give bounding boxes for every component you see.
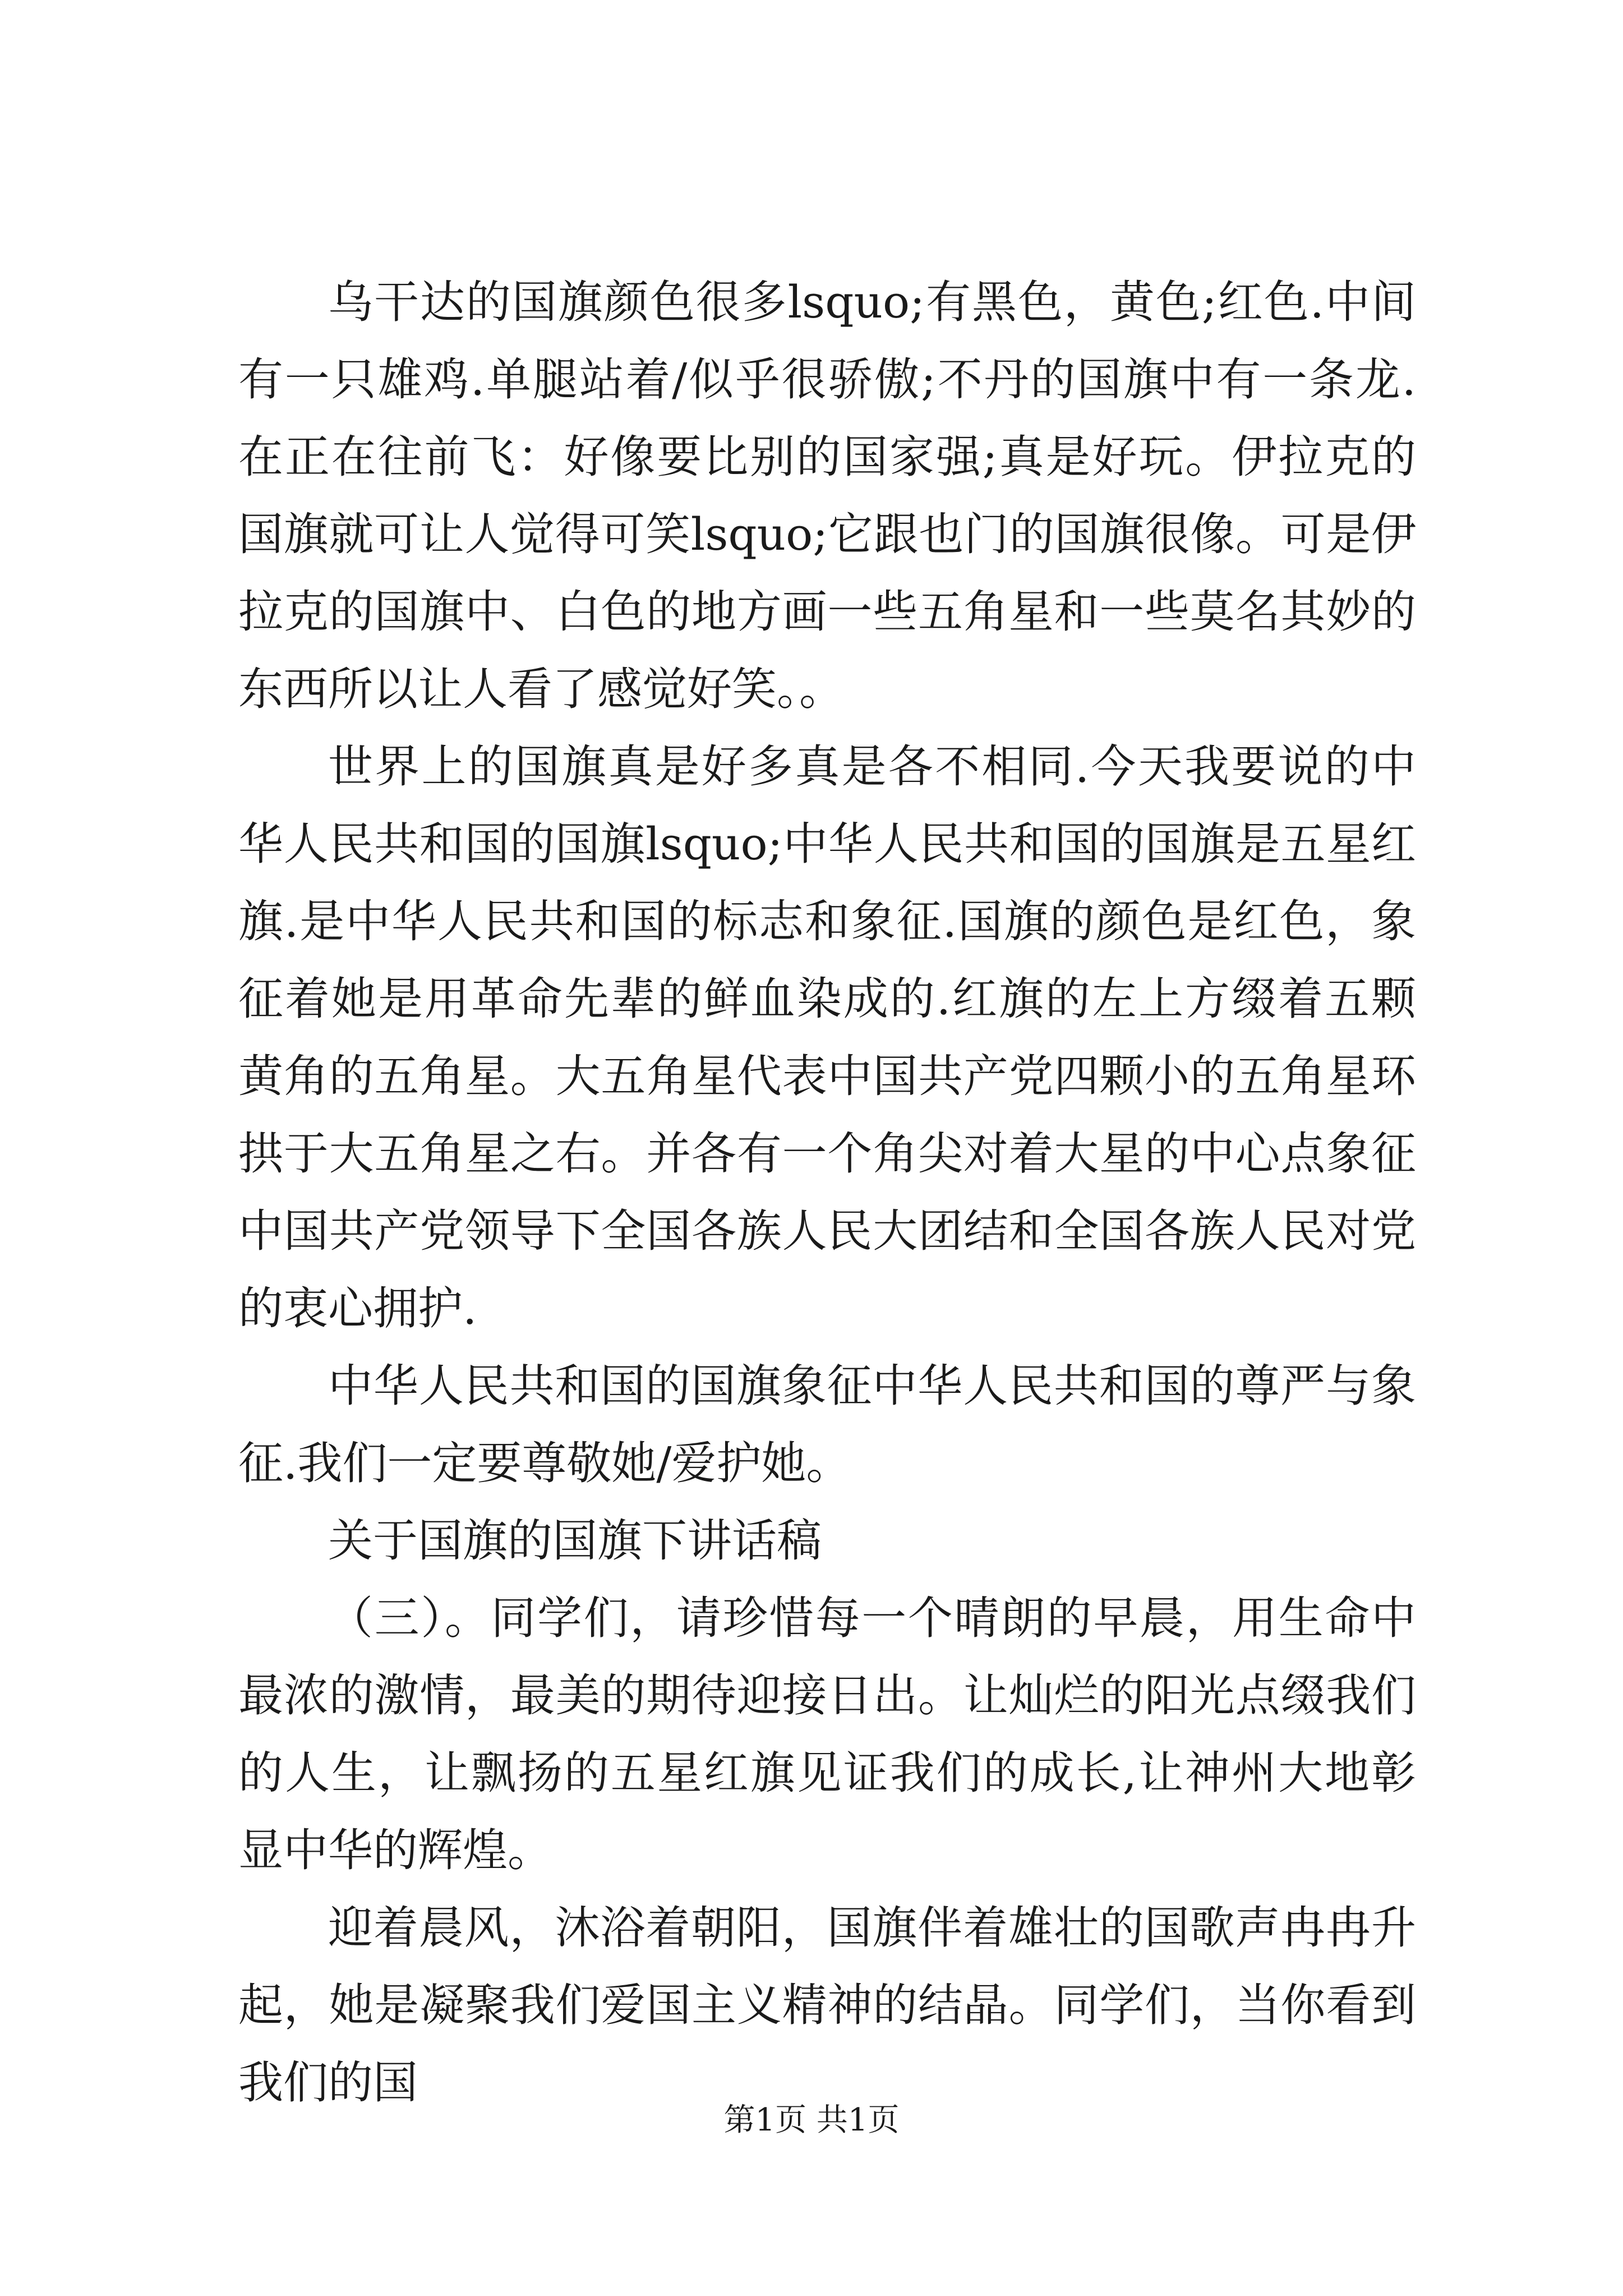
paragraph-respect-flag: 中华人民共和国的国旗象征中华人民共和国的尊严与象征.我们一定要尊敬她/爱护她。 <box>238 1360 1416 1489</box>
document-body <box>238 264 1416 2122</box>
page-footer: 第1页 共1页 <box>723 2102 900 2138</box>
paragraph-morning-flag-raising: 迎着晨风，沐浴着朝阳，国旗伴着雄壮的国歌声冉冉升起，她是凝聚我们爱国主义精神的结晶。同学们，当你看到我们的国 <box>238 1902 1416 2109</box>
section-heading: 关于国旗的国旗下讲话稿 <box>328 1515 822 1567</box>
paragraph-prc-flag: 世界上的国旗真是好多真是各不相同.今天我要说的中华人民共和国的国旗lsquo;中华人民共和国的国旗是五星红旗.是中华人民共和国的标志和象征.国旗的颜色是红色，象征着她是用革命先辈的鲜血染成的.红旗的左上方缀着五颗黄角的五角星。大五角星代表中国共产党四颗小的五角星环拱于大五角星之右。并各有一个角尖对着大星的中心点象征中国共产党领导下全国各族人民大团结和全国各族人民对党的衷心拥护. <box>238 740 1416 1335</box>
paragraph-speech-part-three: （三）。同学们，请珍惜每一个晴朗的早晨，用生命中最浓的激情，最美的期待迎接日出。让灿烂的阳光点缀我们的人生，让飘扬的五星红旗见证我们的成长,让神州大地彰显中华的辉煌。 <box>238 1592 1416 1876</box>
paragraph-flags-uganda-bhutan-iraq: 乌干达的国旗颜色很多lsquo;有黑色，黄色;红色.中间有一只雄鸡.单腿站着/似乎很骄傲;不丹的国旗中有一条龙.在正在往前飞：好像要比别的国家强;真是好玩。伊拉克的国旗就可让人觉得可笑lsquo;它跟也门的国旗很像。可是伊拉克的国旗中、白色的地方画一些五角星和一些莫名其妙的东西所以让人看了感觉好笑。。 <box>238 276 1416 715</box>
